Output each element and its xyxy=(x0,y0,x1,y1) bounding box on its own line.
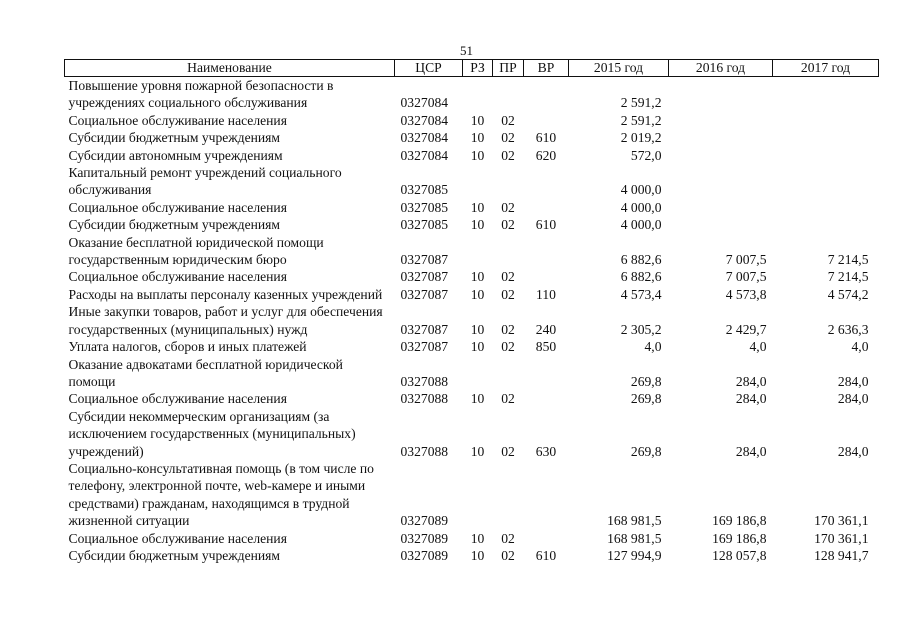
table-body xyxy=(65,77,879,565)
row-csr: 0327087 xyxy=(400,321,449,337)
row-vr xyxy=(524,460,569,530)
row-2017: 170 361,1 xyxy=(814,513,869,529)
row-name: Социально-консультативная помощь (в том числе по телефону, электронной почте, web-камере и иными средствами) гражданам, находящимся в трудной жизненной ситуации xyxy=(68,460,374,529)
row-vr xyxy=(524,112,569,129)
row-rz xyxy=(463,77,493,112)
row-name: Повышение уровня пожарной безопасности в учреждениях социального обслуживания xyxy=(68,78,334,111)
row-rz xyxy=(463,356,493,391)
row-pr: 02 xyxy=(501,547,515,563)
table-row xyxy=(65,390,879,407)
table-row xyxy=(65,286,879,303)
table-row xyxy=(65,77,879,112)
row-csr: 0327084 xyxy=(400,112,449,128)
row-2016 xyxy=(669,199,773,216)
row-rz xyxy=(463,234,493,269)
row-name: Уплата налогов, сборов и иных платежей xyxy=(68,339,307,355)
row-2015: 127 994,9 xyxy=(607,547,662,563)
row-pr: 02 xyxy=(501,269,515,285)
table-row xyxy=(65,199,879,216)
row-2017: 2 636,3 xyxy=(827,321,869,337)
row-vr xyxy=(524,234,569,269)
row-2017: 284,0 xyxy=(837,391,869,407)
row-name: Субсидии бюджетным учреждениям xyxy=(68,130,281,146)
row-2016 xyxy=(669,77,773,112)
row-rz: 10 xyxy=(470,339,485,355)
row-csr: 0327084 xyxy=(400,95,449,111)
row-csr: 0327087 xyxy=(400,252,449,268)
row-name: Субсидии автономным учреждениям xyxy=(68,147,283,163)
row-pr: 02 xyxy=(501,321,515,337)
row-pr: 02 xyxy=(501,339,515,355)
row-name: Социальное обслуживание населения xyxy=(68,269,287,285)
row-name: Оказание адвокатами бесплатной юридической помощи xyxy=(68,356,343,389)
row-csr: 0327084 xyxy=(400,130,449,146)
row-2015: 4 000,0 xyxy=(620,217,662,233)
table-row xyxy=(65,460,879,530)
row-2017 xyxy=(773,77,879,112)
header-csr: ЦСР xyxy=(395,60,463,77)
row-2015: 4 573,4 xyxy=(620,286,662,302)
table-row xyxy=(65,234,879,269)
table-row xyxy=(65,216,879,233)
header-2017: 2017 год xyxy=(773,60,879,77)
table-row xyxy=(65,408,879,460)
row-2016: 4 573,8 xyxy=(725,286,767,302)
row-pr: 02 xyxy=(501,217,515,233)
row-2015: 269,8 xyxy=(630,373,662,389)
row-csr: 0327084 xyxy=(400,147,449,163)
row-2015: 2 019,2 xyxy=(620,130,662,146)
row-vr xyxy=(524,530,569,547)
row-2016: 169 186,8 xyxy=(712,530,767,546)
row-2015: 2 305,2 xyxy=(620,321,662,337)
row-2016: 169 186,8 xyxy=(712,513,767,529)
row-name: Оказание бесплатной юридической помощи государственным юридическим бюро xyxy=(68,234,324,268)
row-pr xyxy=(493,77,524,112)
row-name: Социальное обслуживание населения xyxy=(68,391,287,407)
table-row xyxy=(65,147,879,164)
row-vr: 630 xyxy=(535,443,557,459)
row-csr: 0327085 xyxy=(400,217,449,233)
row-2015: 6 882,6 xyxy=(620,269,662,285)
row-csr: 0327089 xyxy=(400,547,449,563)
row-rz xyxy=(463,164,493,199)
row-rz: 10 xyxy=(470,199,485,215)
row-vr: 610 xyxy=(535,547,557,563)
row-name: Капитальный ремонт учреждений социального обслуживания xyxy=(68,165,342,198)
row-csr: 0327089 xyxy=(400,530,449,546)
row-2015: 269,8 xyxy=(630,391,662,407)
table-row xyxy=(65,129,879,146)
row-csr: 0327087 xyxy=(400,269,449,285)
table-row xyxy=(65,338,879,355)
row-2017 xyxy=(773,147,879,164)
budget-table xyxy=(64,59,879,564)
row-2017 xyxy=(773,112,879,129)
table-row xyxy=(65,530,879,547)
row-2016 xyxy=(669,216,773,233)
row-2015: 2 591,2 xyxy=(620,112,662,128)
row-name: Иные закупки товаров, работ и услуг для обеспечения государственных (муниципальных) нужд xyxy=(68,304,383,337)
row-vr xyxy=(524,77,569,112)
row-pr xyxy=(493,460,524,530)
row-2015: 269,8 xyxy=(630,443,662,459)
row-vr xyxy=(524,356,569,391)
header-rz: РЗ xyxy=(463,60,493,77)
page-number: 51 xyxy=(460,43,473,58)
row-csr: 0327088 xyxy=(400,373,449,389)
row-name: Субсидии бюджетным учреждениям xyxy=(68,217,281,233)
row-rz: 10 xyxy=(470,443,485,459)
row-name: Социальное обслуживание населения xyxy=(68,199,287,215)
row-2017: 7 214,5 xyxy=(827,252,869,268)
row-2016: 4,0 xyxy=(749,339,767,355)
row-2015: 4 000,0 xyxy=(620,182,662,198)
table-row xyxy=(65,112,879,129)
row-vr xyxy=(524,268,569,285)
row-rz: 10 xyxy=(470,147,485,163)
row-vr xyxy=(524,164,569,199)
row-vr xyxy=(524,390,569,407)
row-2016: 284,0 xyxy=(735,391,767,407)
row-pr xyxy=(493,356,524,391)
row-name: Социальное обслуживание населения xyxy=(68,530,287,546)
row-pr: 02 xyxy=(501,391,515,407)
table-row xyxy=(65,303,879,338)
row-vr: 610 xyxy=(535,130,557,146)
row-rz: 10 xyxy=(470,269,485,285)
row-2017 xyxy=(773,216,879,233)
row-pr xyxy=(493,164,524,199)
row-name: Социальное обслуживание населения xyxy=(68,112,287,128)
table-row xyxy=(65,268,879,285)
row-rz: 10 xyxy=(470,547,485,563)
table-row xyxy=(65,164,879,199)
row-2017: 284,0 xyxy=(837,373,869,389)
row-pr: 02 xyxy=(501,112,515,128)
row-2016 xyxy=(669,129,773,146)
row-name: Расходы на выплаты персоналу казенных учреждений xyxy=(68,286,383,302)
row-vr: 620 xyxy=(535,147,557,163)
row-2017 xyxy=(773,164,879,199)
row-csr: 0327088 xyxy=(400,443,449,459)
row-2015: 168 981,5 xyxy=(607,530,662,546)
row-rz: 10 xyxy=(470,130,485,146)
row-2015: 6 882,6 xyxy=(620,252,662,268)
header-2016: 2016 год xyxy=(669,60,773,77)
row-pr xyxy=(493,234,524,269)
row-vr: 850 xyxy=(535,339,557,355)
row-csr: 0327088 xyxy=(400,391,449,407)
row-rz: 10 xyxy=(470,286,485,302)
row-csr: 0327087 xyxy=(400,286,449,302)
row-csr: 0327085 xyxy=(400,199,449,215)
row-2017: 4 574,2 xyxy=(827,286,869,302)
row-pr: 02 xyxy=(501,147,515,163)
row-2017 xyxy=(773,129,879,146)
row-csr: 0327089 xyxy=(400,513,449,529)
row-2016 xyxy=(669,147,773,164)
row-pr: 02 xyxy=(501,443,515,459)
row-pr: 02 xyxy=(501,130,515,146)
table-row xyxy=(65,547,879,564)
row-2016: 7 007,5 xyxy=(725,269,767,285)
row-vr xyxy=(524,199,569,216)
row-2015: 2 591,2 xyxy=(620,95,662,111)
row-2017: 170 361,1 xyxy=(814,530,869,546)
row-name: Субсидии некоммерческим организациям (за исключением государственных (муниципальных) учреждений) xyxy=(68,408,356,459)
header-name: Наименование xyxy=(65,60,395,77)
row-2016: 7 007,5 xyxy=(725,252,767,268)
row-2016: 128 057,8 xyxy=(712,547,767,563)
row-2015: 168 981,5 xyxy=(607,513,662,529)
row-2016: 284,0 xyxy=(735,443,767,459)
table-header-row xyxy=(65,60,879,77)
row-pr: 02 xyxy=(501,199,515,215)
row-2015: 4,0 xyxy=(644,339,662,355)
row-2017: 7 214,5 xyxy=(827,269,869,285)
row-2017: 4,0 xyxy=(851,339,869,355)
row-2016: 2 429,7 xyxy=(725,321,767,337)
row-rz: 10 xyxy=(470,217,485,233)
row-rz: 10 xyxy=(470,391,485,407)
row-2017: 128 941,7 xyxy=(814,547,869,563)
row-csr: 0327085 xyxy=(400,182,449,198)
row-vr: 240 xyxy=(535,321,557,337)
row-rz: 10 xyxy=(470,321,485,337)
row-rz: 10 xyxy=(470,530,485,546)
row-vr: 610 xyxy=(535,217,557,233)
row-rz: 10 xyxy=(470,112,485,128)
row-2015: 572,0 xyxy=(630,147,662,163)
row-vr: 110 xyxy=(536,286,556,302)
row-rz xyxy=(463,460,493,530)
row-2015: 4 000,0 xyxy=(620,199,662,215)
row-2017: 284,0 xyxy=(837,443,869,459)
header-vr: ВР xyxy=(524,60,569,77)
row-pr: 02 xyxy=(501,286,515,302)
row-csr: 0327087 xyxy=(400,339,449,355)
row-2016 xyxy=(669,164,773,199)
row-2017 xyxy=(773,199,879,216)
table-row xyxy=(65,356,879,391)
row-2016: 284,0 xyxy=(735,373,767,389)
row-2016 xyxy=(669,112,773,129)
row-name: Субсидии бюджетным учреждениям xyxy=(68,547,281,563)
row-pr: 02 xyxy=(501,530,515,546)
header-pr: ПР xyxy=(493,60,524,77)
header-2015: 2015 год xyxy=(569,60,669,77)
